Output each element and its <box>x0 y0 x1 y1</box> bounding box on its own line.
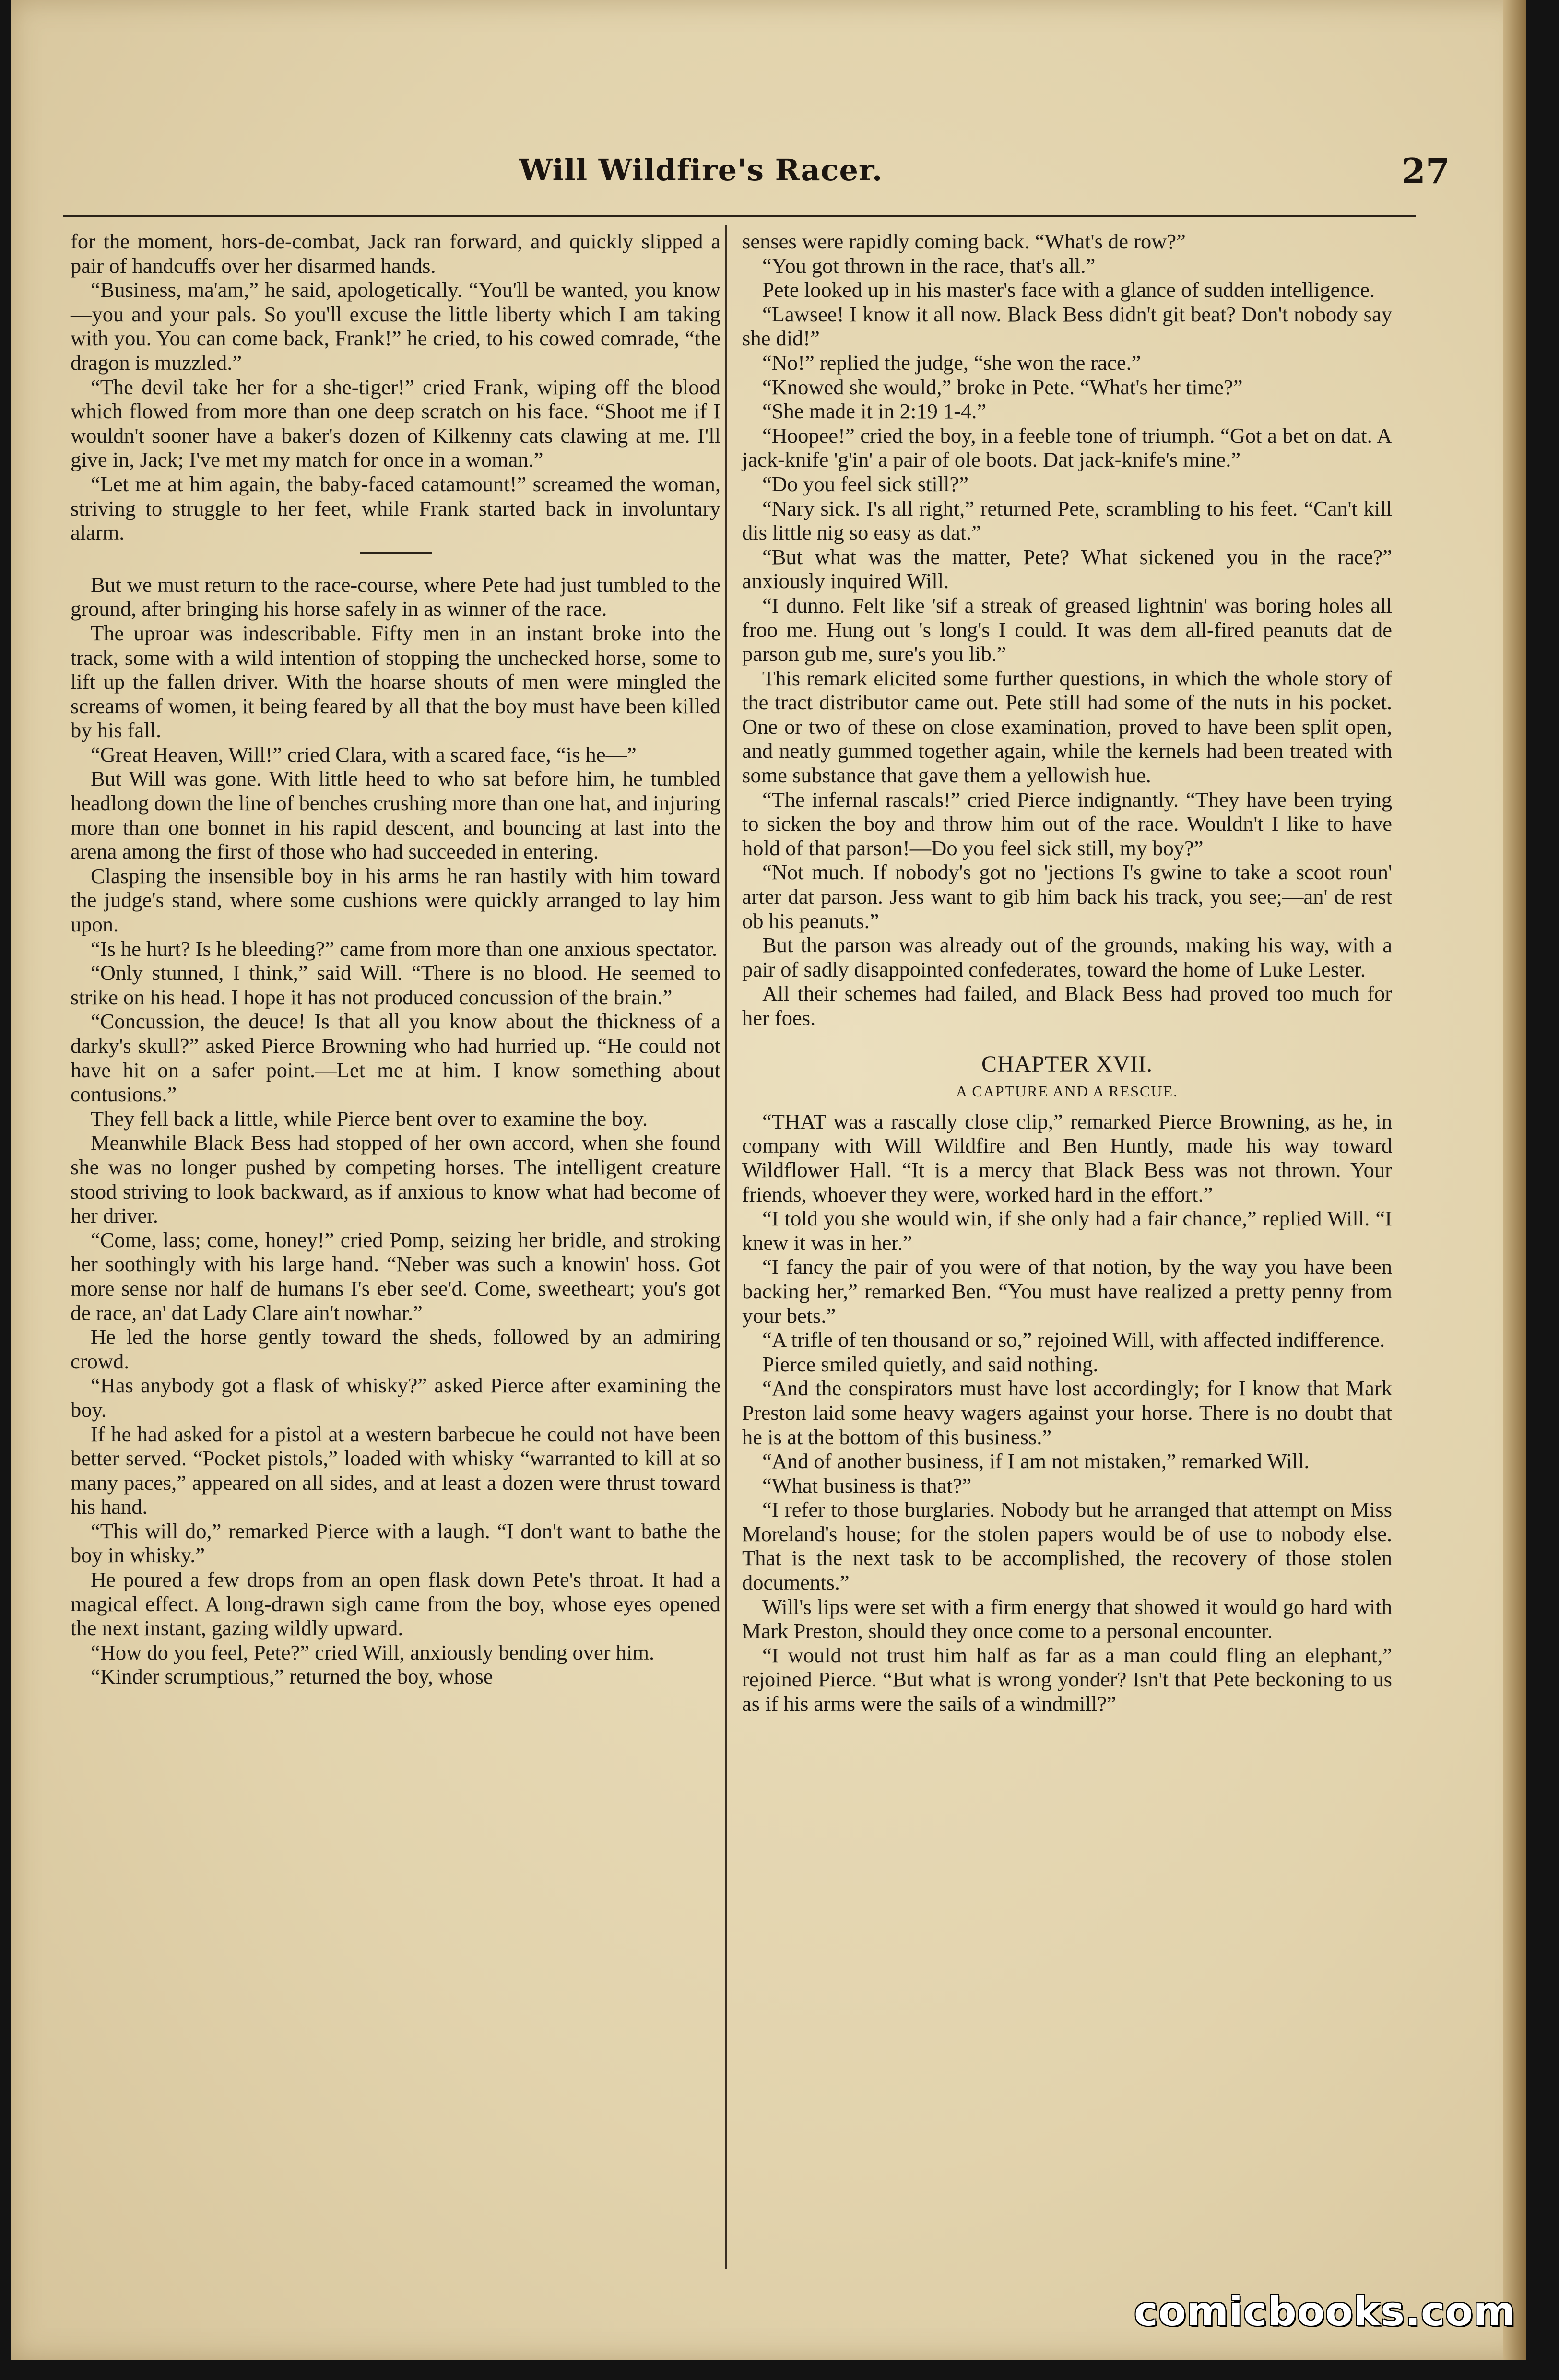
paragraph: “Nary sick. I's all right,” returned Pete, scrambling to his feet. “Can't kill dis little nig so easy as dat.” <box>742 496 1392 545</box>
paragraph: “Is he hurt? Is he bleeding?” came from more than one anxious spectator. <box>91 936 718 961</box>
paragraph: Clasping the insensible boy in his arms he ran hastily with him toward the judge's stand, where some cushions were quickly arranged to lay him upon. <box>71 863 720 937</box>
paragraph: Pierce smiled quietly, and said nothing. <box>762 1352 1098 1376</box>
column-divider <box>725 225 727 2269</box>
paragraph: “How do you feel, Pete?” cried Will, anxiously bending over him. <box>91 1640 655 1664</box>
paragraph: “I told you she would win, if she only had a fair chance,” replied Will. “I knew it was in her.” <box>742 1206 1392 1255</box>
paragraph: Will's lips were set with a firm energy that showed it would go hard with Mark Preston, should they once come to a personal encounter. <box>742 1594 1392 1643</box>
paragraph: “And the conspirators must have lost accordingly; for I know that Mark Preston laid some heavy wagers against your horse. There is no doubt that he is at the bottom of this business.” <box>742 1376 1392 1449</box>
page-number: 27 <box>1401 151 1450 191</box>
paragraph: “No!” replied the judge, “she won the race.” <box>762 350 1141 375</box>
page-edge-shadow <box>1503 0 1526 2360</box>
paragraph: But Will was gone. With little heed to who sat before him, he tumbled headlong down the line of benches crushing more than one hat, and injuring more than one bonnet in his rapid descent, and bouncing at last into the arena among the first of those who had succeeded in entering. <box>71 766 720 864</box>
paragraph: “Concussion, the deuce! Is that all you know about the thickness of a darky's skull?” asked Pierce Browning who had hurried up. “He could not have hit on a safer point.—Let me at him. I know something about contusions.” <box>71 1009 720 1107</box>
section-break-rule <box>360 552 432 554</box>
paragraph: “Let me at him again, the baby-faced catamount!” screamed the woman, striving to struggle to her feet, while Frank started back in involuntary alarm. <box>71 471 720 545</box>
paragraph: senses were rapidly coming back. “What's de row?” <box>742 229 1186 253</box>
paragraph: “She made it in 2:19 1-4.” <box>762 399 987 424</box>
paragraph: “Has anybody got a flask of whisky?” asked Pierce after examining the boy. <box>71 1373 720 1422</box>
paragraph: “The devil take her for a she-tiger!” cried Frank, wiping off the blood which flowed from more than one deep scratch on his face. “Shoot me if I wouldn't sooner have a baker's dozen of Kilkenny cats clawing at me. I'll give in, Jack; I've met my match for once in a woman.” <box>71 375 720 472</box>
paragraph: “Kinder scrumptious,” returned the boy, whose <box>91 1664 493 1689</box>
watermark: comicbooks.com <box>1134 2288 1516 2335</box>
paragraph: “I refer to those burglaries. Nobody but he arranged that attempt on Miss Moreland's house; for the stolen papers would be of use to nobody else. That is the next task to be accomplished, the recovery of those stolen documents.” <box>742 1497 1392 1595</box>
paragraph: “What business is that?” <box>762 1473 972 1497</box>
paragraph: If he had asked for a pistol at a western barbecue he could not have been better served. “Pocket pistols,” loaded with whisky “warranted to kill at so many paces,” appeared on all sides, and at least a dozen were thrust toward his hand. <box>71 1422 720 1519</box>
paragraph: “Do you feel sick still?” <box>762 471 969 496</box>
paragraph: But we must return to the race-course, where Pete had just tumbled to the ground, after bringing his horse safely in as winner of the race. <box>71 572 720 621</box>
magazine-page <box>11 0 1526 2360</box>
paragraph: “Not much. If nobody's got no 'jections I's gwine to take a scoot roun' arter dat parson. Jess want to gib him back his track, you see;—an' de rest ob his peanuts.” <box>742 860 1392 933</box>
paragraph: Meanwhile Black Bess had stopped of her own accord, when she found she was no longer pushed by competing horses. The intelligent creature stood striving to look backward, as if anxious to know what had become of her driver. <box>71 1131 720 1228</box>
paragraph: This remark elicited some further questions, in which the whole story of the tract distributor came out. Pete still had some of the nuts in his pocket. One or two of these on close examination, proved to have been split open, and neatly gummed together again, while the kernels had been treated with some substance that gave them a yellowish hue. <box>742 666 1392 788</box>
paragraph: But the parson was already out of the grounds, making his way, with a pair of sadly disappointed confederates, toward the home of Luke Lester. <box>742 933 1392 981</box>
left-column <box>71 229 720 1689</box>
paragraph: “Business, ma'am,” he said, apologetically. “You'll be wanted, you know—you and your pals. So you'll excuse the little liberty which I am taking with you. You can come back, Frank!” he cried, to his cowed comrade, “the dragon is muzzled.” <box>71 278 720 375</box>
paragraph: “A trifle of ten thousand or so,” rejoined Will, with affected indifference. <box>762 1328 1385 1352</box>
header-rule <box>63 215 1416 217</box>
page-header <box>11 153 1469 196</box>
running-title: Will Wildfire's Racer. <box>519 153 883 188</box>
paragraph: “I dunno. Felt like 'sif a streak of greased lightnin' was boring holes all froo me. Hung out 's long's I could. It was dem all-fired peanuts dat de parson gub me, sure's you lib.” <box>742 593 1392 666</box>
paragraph: “Knowed she would,” broke in Pete. “What's her time?” <box>762 375 1243 399</box>
chapter-subtitle: A CAPTURE AND A RESCUE. <box>956 1083 1178 1100</box>
paragraph: “Come, lass; come, honey!” cried Pomp, seizing her bridle, and stroking her soothingly with his large hand. “Neber was such a knowin' hoss. Got more sense nor half de humans I's eber see'd. Come, sweetheart; you's got de race, an' dat Lady Clare ain't nowhar.” <box>71 1227 720 1325</box>
paragraph: “You got thrown in the race, that's all.” <box>762 253 1096 278</box>
paragraph: “Hoopee!” cried the boy, in a feeble tone of triumph. “Got a bet on dat. A jack-knife 'g'in' a pair of ole boots. Dat jack-knife's mine.” <box>742 423 1392 472</box>
paragraph: “And of another business, if I am not mistaken,” remarked Will. <box>762 1449 1310 1473</box>
right-column <box>742 229 1392 1716</box>
paragraph: “Great Heaven, Will!” cried Clara, with a scared face, “is he—” <box>91 742 637 766</box>
paragraph: “I would not trust him half as far as a man could fling an elephant,” rejoined Pierce. “But what is wrong yonder? Isn't that Pete beckoning to us as if his arms were the sails of a windmill?” <box>742 1643 1392 1716</box>
paragraph: “But what was the matter, Pete? What sickened you in the race?” anxiously inquired Will. <box>742 544 1392 593</box>
paragraph: The uproar was indescribable. Fifty men in an instant broke into the track, some with a wild intention of stopping the unchecked horse, some to lift up the fallen driver. With the hoarse shouts of men were mingled the screams of women, it being feared by all that the boy must have been killed by his fall. <box>71 621 720 742</box>
paragraph: for the moment, hors-de-combat, Jack ran forward, and quickly slipped a pair of handcuffs over her disarmed hands. <box>71 229 720 278</box>
paragraph: “Lawsee! I know it all now. Black Bess didn't git beat? Don't nobody say she did!” <box>742 302 1392 351</box>
paragraph: “I fancy the pair of you were of that notion, by the way you have been backing her,” remarked Ben. “You must have realized a pretty penny from your bets.” <box>742 1255 1392 1328</box>
paragraph: “THAT was a rascally close clip,” remarked Pierce Browning, as he, in company with Will Wildfire and Ben Huntly, made his way toward Wildflower Hall. “It is a mercy that Black Bess was not thrown. Your friends, whoever they were, worked hard in the effort.” <box>742 1109 1392 1206</box>
chapter-heading: CHAPTER XVII. <box>981 1051 1153 1077</box>
paragraph: He poured a few drops from an open flask down Pete's throat. It had a magical effect. A long-drawn sigh came from the boy, whose eyes opened the next instant, gazing wildly upward. <box>71 1567 720 1640</box>
paragraph: “This will do,” remarked Pierce with a laugh. “I don't want to bathe the boy in whisky.” <box>71 1519 720 1567</box>
paragraph: He led the horse gently toward the sheds, followed by an admiring crowd. <box>71 1325 720 1373</box>
paragraph: “Only stunned, I think,” said Will. “There is no blood. He seemed to strike on his head. I hope it has not produced concussion of the brain.” <box>71 961 720 1009</box>
paragraph: “The infernal rascals!” cried Pierce indignantly. “They have been trying to sicken the boy and throw him out of the race. Wouldn't I like to have hold of that parson!—Do you feel sick still, my boy?” <box>742 787 1392 860</box>
paragraph: Pete looked up in his master's face with a glance of sudden intelligence. <box>762 278 1375 302</box>
paragraph: They fell back a little, while Pierce bent over to examine the boy. <box>91 1106 648 1131</box>
paragraph: All their schemes had failed, and Black Bess had proved too much for her foes. <box>742 981 1392 1030</box>
